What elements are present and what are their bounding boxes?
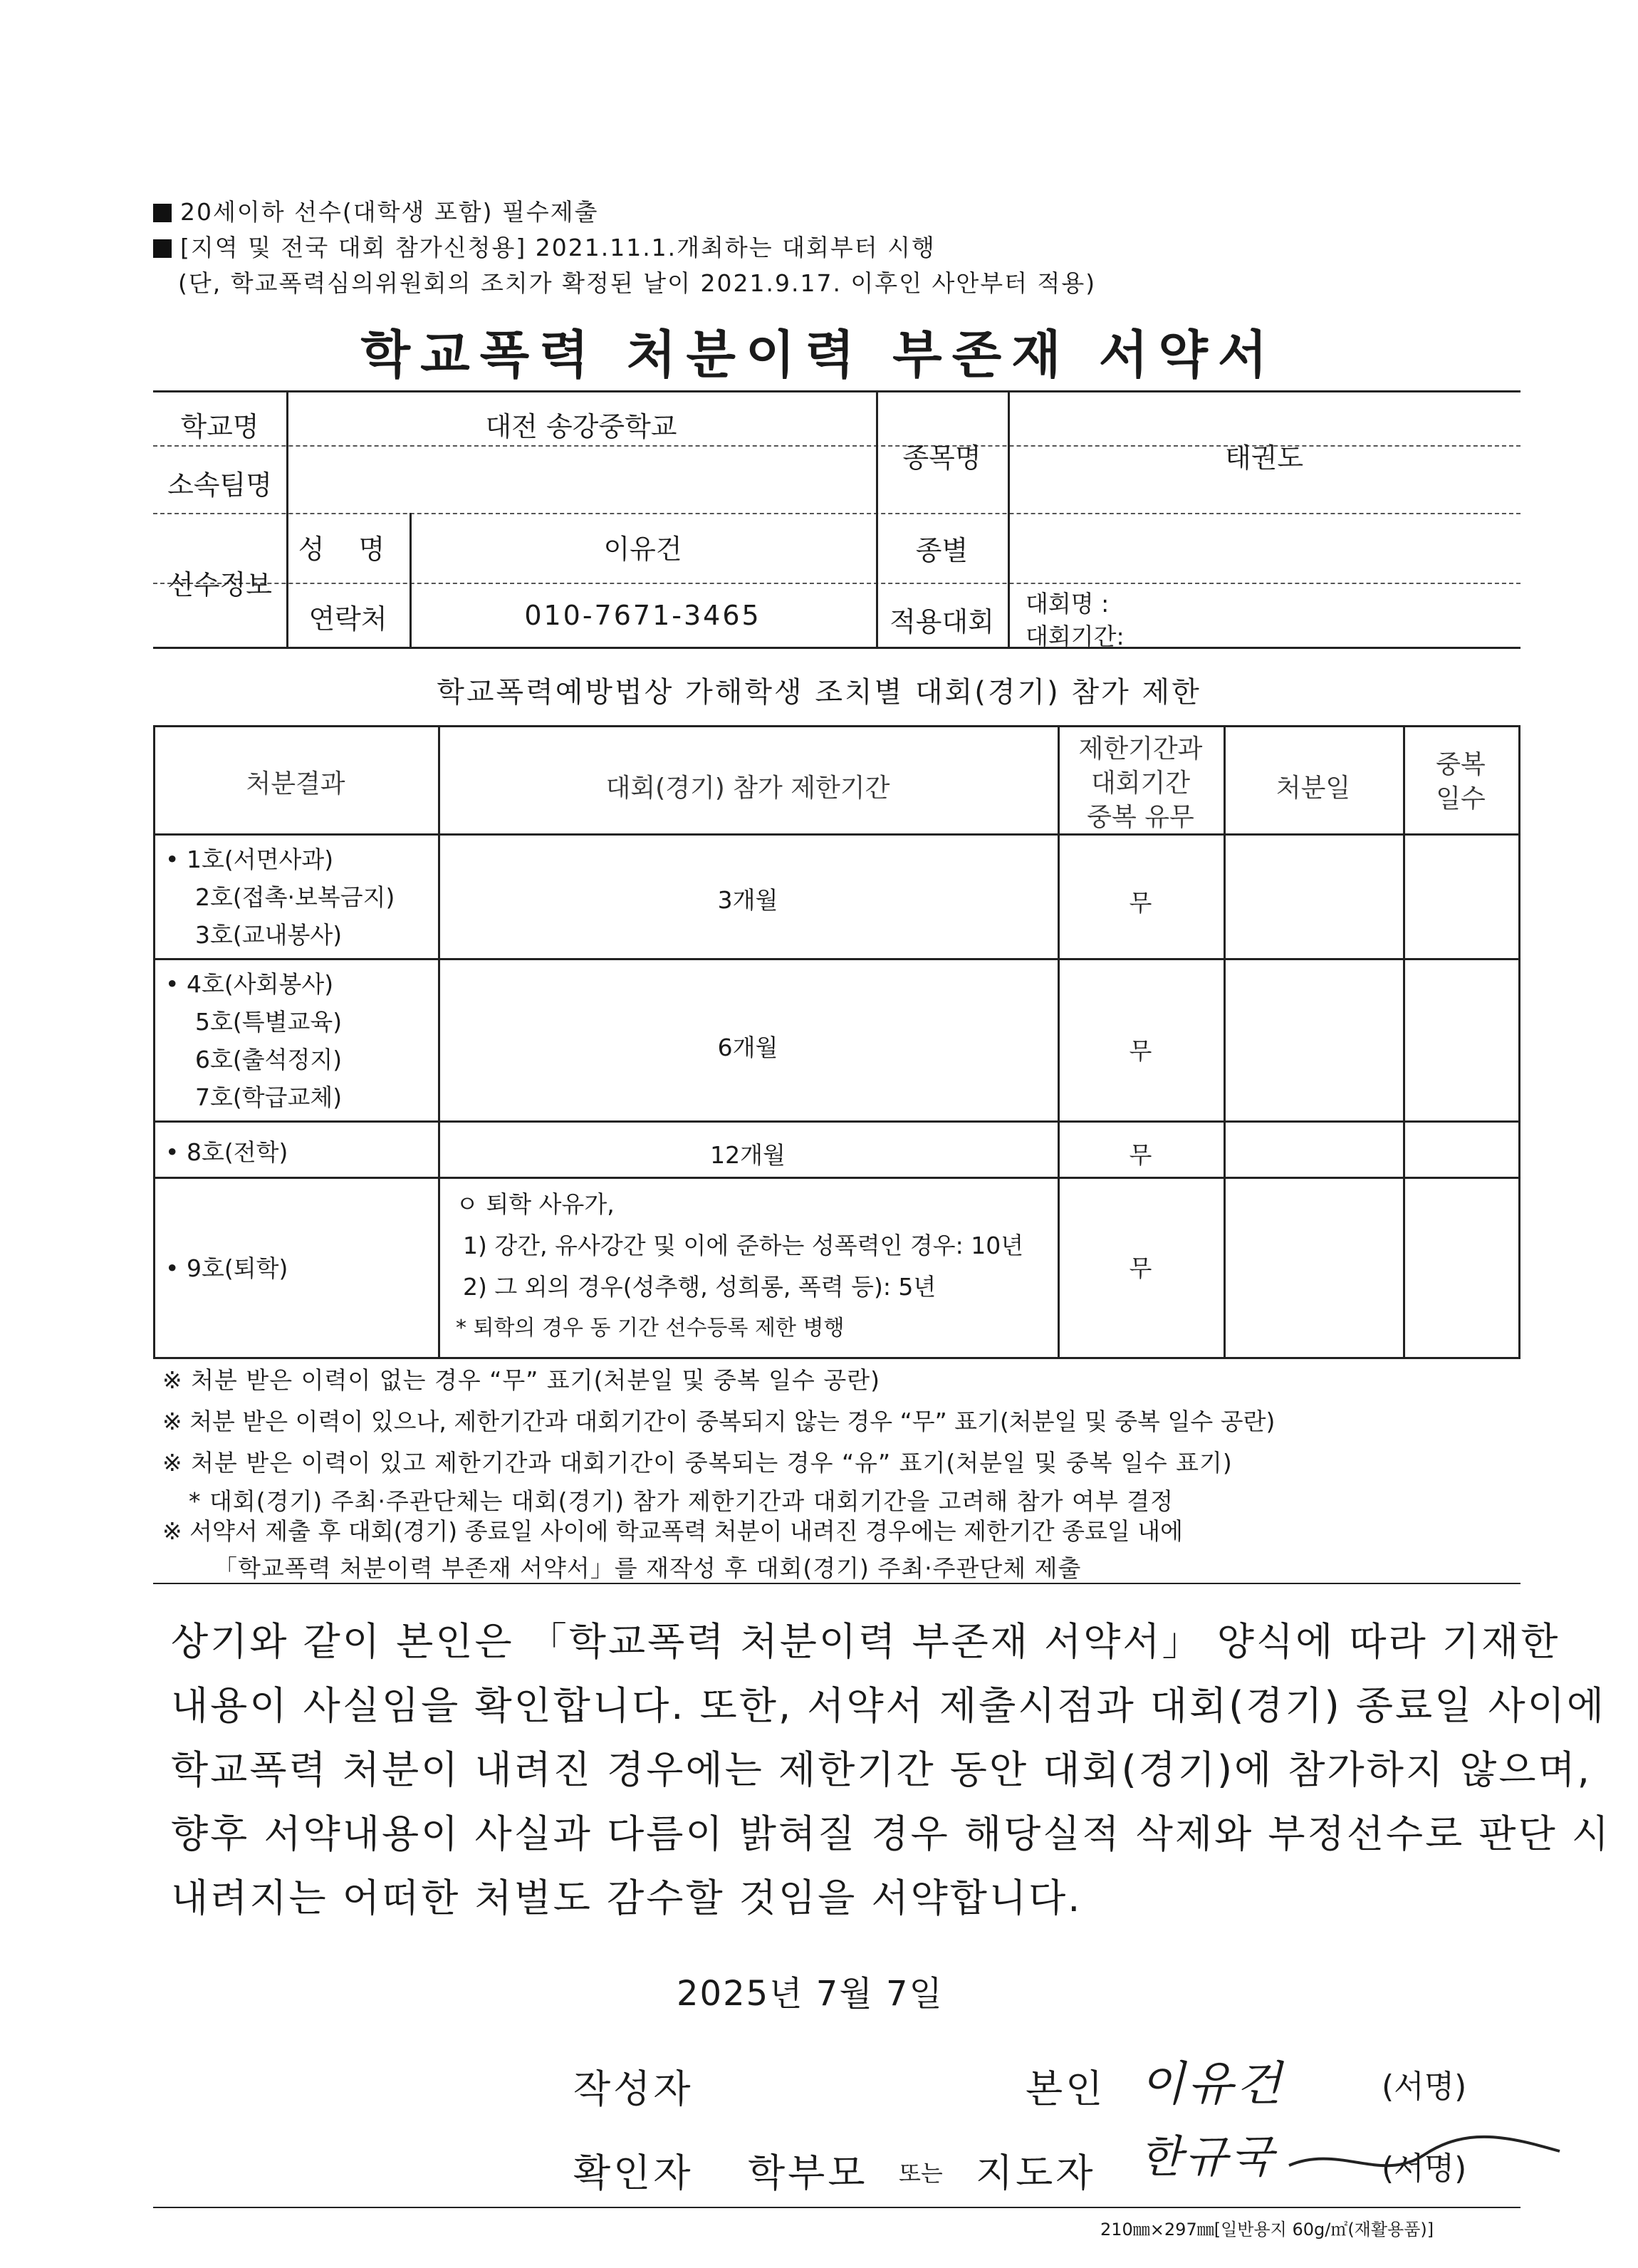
header-overlap: 제한기간과 대회기간 중복 유무 [1078, 734, 1203, 832]
parent-label: 학부모 [748, 2150, 868, 2195]
note-no-history: ※ 처분 받은 이력이 없는 경우 “무” 표기(처분일 및 중복 일수 공란) [162, 1366, 881, 1394]
table-col-divider [1403, 725, 1405, 1359]
info-top-border [153, 390, 1520, 392]
overlap-value: 무 [1129, 1141, 1152, 1169]
signature-stroke [1282, 2116, 1567, 2194]
pledge-date: 2025년 7월 7일 [677, 1974, 944, 2014]
confirmer-label: 확인자 [573, 2150, 694, 2195]
phone-value: 010-7671-3465 [524, 600, 761, 631]
coach-label: 지도자 [976, 2150, 1096, 2195]
table-row-border [153, 1120, 1520, 1123]
school-value: 대전 송강중학교 [485, 411, 677, 442]
note-resubmit: ※ 서약서 제출 후 대회(경기) 종료일 사이에 학교폭력 처분이 내려진 경우에는 제한기간 종료일 내에 [162, 1517, 1184, 1545]
table-row-border [153, 958, 1520, 960]
period-3-months: 3개월 [717, 886, 778, 914]
paper-spec: 210㎜×297㎜[일반용지 60g/㎡(재활용품)] [1100, 2220, 1434, 2240]
square-bullet-icon [153, 204, 172, 222]
table-row-border [153, 1177, 1520, 1179]
table-row-border [153, 833, 1520, 836]
phone-label: 연락처 [308, 603, 387, 635]
name-value: 이유건 [603, 534, 682, 565]
overlap-value: 무 [1129, 889, 1152, 917]
header-days: 중복 일수 [1436, 750, 1486, 813]
table-row: • 9호(퇴학) [165, 1254, 288, 1282]
notice-condition: (단, 학교폭력심의위원회의 조치가 확정된 날이 2021.9.17. 이후인 사안부터 적용) [178, 269, 1097, 297]
author-label: 작성자 [573, 2066, 694, 2111]
sport-label: 종목명 [902, 442, 981, 474]
section-title: 학교폭력예방법상 가해학생 조치별 대회(경기) 참가 제한 [437, 676, 1201, 709]
square-bullet-icon [153, 239, 172, 258]
header-date: 처분일 [1276, 774, 1351, 803]
name-label: 성 명 [298, 534, 398, 565]
overlap-value: 무 [1129, 1254, 1152, 1282]
info-bottom-border [153, 647, 1520, 649]
confirmer-signature: 한규국 [1139, 2131, 1276, 2183]
notice-application: [지역 및 전국 대회 참가신청용] 2021.11.1.개최하는 대회부터 시행 [153, 229, 936, 263]
competition-label: 적용대회 [890, 606, 994, 638]
table-col-divider [1224, 725, 1226, 1359]
self-label: 본인 [1026, 2066, 1106, 2111]
table-row: • 1호(서면사과) 2호(접촉·보복금지) 3호(교내봉사) [165, 846, 395, 949]
notes-bottom-border [153, 1583, 1520, 1584]
info-col-divider [1008, 390, 1010, 647]
competition-name-label: 대회명 : [1026, 590, 1110, 618]
school-label: 학교명 [180, 411, 259, 442]
note-overlap: ※ 처분 받은 이력이 있고 제한기간과 대회기간이 중복되는 경우 “유” 표기(처분일 및 중복 일수 표기) [162, 1449, 1233, 1477]
notice-required: 20세이하 선수(대학생 포함) 필수제출 [153, 194, 599, 227]
self-signature: 이유건 [1139, 2056, 1285, 2111]
period-12-months: 12개월 [710, 1141, 786, 1169]
or-label: 또는 [899, 2160, 943, 2187]
table-border [1518, 725, 1520, 1359]
confirmer-seal: (서명) [1382, 2150, 1467, 2187]
table-row: • 4호(사회봉사) 5호(특별교육) 6호(출석정지) 7호(학급교체) [165, 970, 343, 1111]
self-seal: (서명) [1382, 2069, 1467, 2105]
note-resubmit-cont: 「학교폭력 처분이력 부존재 서약서」를 재작성 후 대회(경기) 주최·주관단체 제출 [214, 1554, 1082, 1582]
competition-period-label: 대회기간: [1026, 623, 1125, 650]
player-info-label: 선수정보 [167, 569, 272, 600]
bottom-border [153, 2207, 1520, 2208]
pledge-line: 내려지는 어떠한 처벌도 감수할 것임을 서약합니다. [171, 1876, 1083, 1920]
overlap-value: 무 [1129, 1037, 1152, 1065]
header-result: 처분결과 [246, 769, 345, 799]
pledge-line: 내용이 사실임을 확인합니다. 또한, 서약서 제출시점과 대회(경기) 종료일 사이에 [171, 1683, 1607, 1728]
header-period: 대회(경기) 참가 제한기간 [605, 774, 890, 803]
document-title: 학교폭력 처분이력 부존재 서약서 [360, 325, 1278, 385]
expulsion-period-details: ㅇ 퇴학 사유가, 1) 강간, 유사강간 및 이에 준하는 성폭력인 경우: 10년 2) 그 외의 경우(성추행, 성희롱, 폭력 등): 5년 * 퇴학의 경우 동 기간 선수등록 제한 병행 [456, 1190, 1024, 1341]
pledge-line: 상기와 같이 본인은 「학교폭력 처분이력 부존재 서약서」 양식에 따라 기재한 [171, 1619, 1560, 1664]
table-border [153, 725, 1520, 727]
info-divider [153, 513, 1520, 514]
event-class-label: 종별 [915, 535, 969, 566]
table-border [153, 725, 155, 1359]
note-no-overlap: ※ 처분 받은 이력이 있으나, 제한기간과 대회기간이 중복되지 않는 경우 “무” 표기(처분일 및 중복 일수 공란) [162, 1408, 1276, 1435]
sport-value: 태권도 [1224, 442, 1304, 474]
pledge-line: 학교폭력 처분이 내려진 경우에는 제한기간 동안 대회(경기)에 참가하지 않으며, [171, 1747, 1592, 1792]
info-divider [153, 583, 1520, 584]
period-6-months: 6개월 [717, 1034, 778, 1061]
table-border [153, 1357, 1520, 1359]
team-label: 소속팀명 [167, 469, 272, 501]
table-row: • 8호(전학) [165, 1138, 288, 1166]
pledge-line: 향후 서약내용이 사실과 다름이 밝혀질 경우 해당실적 삭제와 부정선수로 판단 시 [171, 1811, 1612, 1856]
note-organizer: * 대회(경기) 주최·주관단체는 대회(경기) 참가 제한기간과 대회기간을 고려해 참가 여부 결정 [189, 1487, 1174, 1515]
